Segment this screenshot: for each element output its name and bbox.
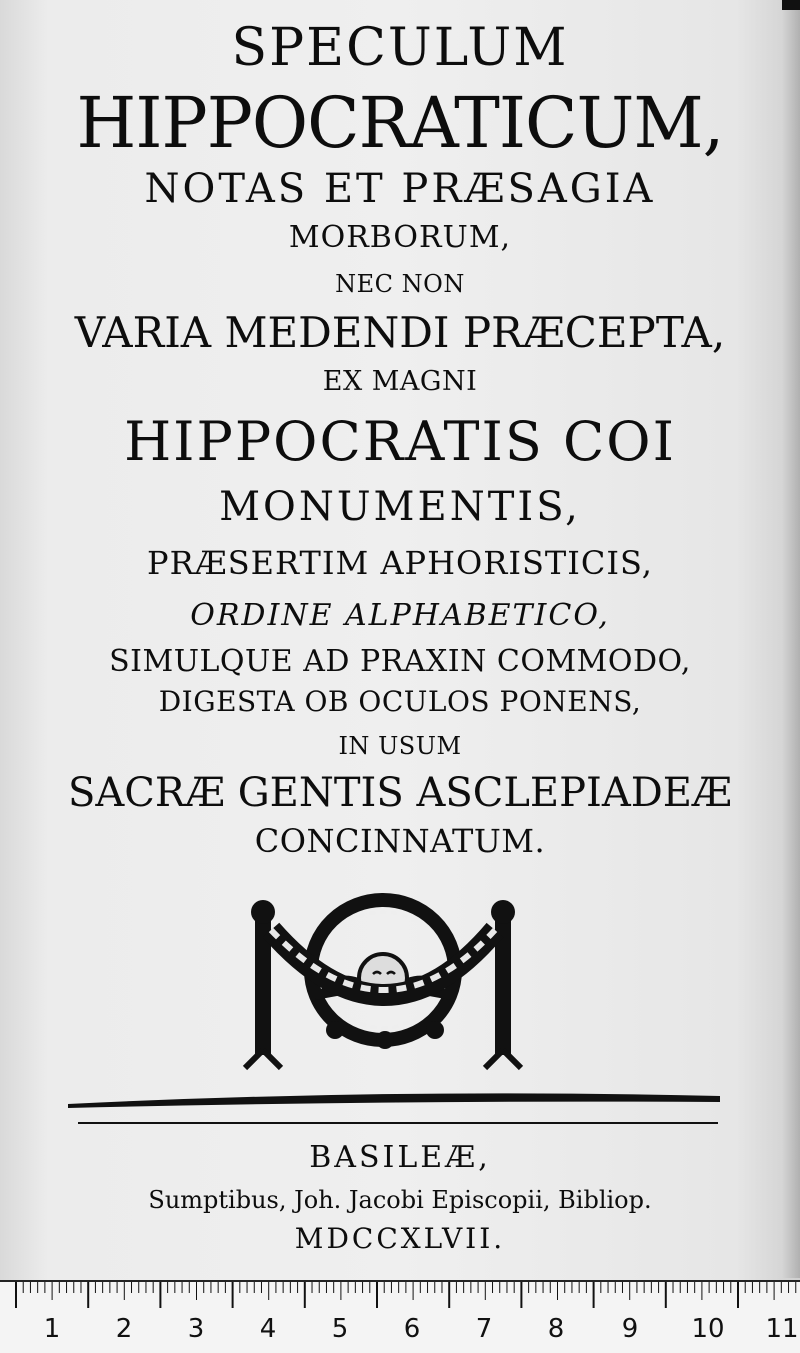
title-line-simulque: SIMULQUE AD PRAXIN COMMODO, xyxy=(109,644,691,679)
ruler-number-7: 7 xyxy=(475,1314,493,1344)
imprint-publisher: Sumptibus, Joh. Jacobi Episcopii, Bibliop. xyxy=(148,1186,652,1214)
title-line-sacrae: SACRÆ GENTIS ASCLEPIADEÆ xyxy=(67,770,733,816)
ruler-number-6: 6 xyxy=(403,1314,421,1344)
imprint-place: BASILEÆ, xyxy=(309,1140,491,1175)
title-line-hippocraticum: HIPPOCRATICUM, xyxy=(76,82,724,164)
page-edge-shadow xyxy=(782,0,800,1278)
ruler-number-4: 4 xyxy=(259,1314,277,1344)
ruler-number-11: 11 xyxy=(765,1314,799,1344)
thin-rule xyxy=(78,1122,718,1124)
ruler-number-9: 9 xyxy=(621,1314,639,1344)
title-line-concinnatum: CONCINNATUM. xyxy=(254,822,546,860)
title-line-ordine: ORDINE ALPHABETICO, xyxy=(190,598,610,633)
measuring-ruler xyxy=(0,1280,800,1353)
title-line-varia: VARIA MEDENDI PRÆCEPTA, xyxy=(74,308,726,357)
thick-rule xyxy=(68,1092,720,1108)
title-line-speculum: SPECULUM xyxy=(231,18,569,78)
ruler-number-2: 2 xyxy=(115,1314,133,1344)
imprint-year: MDCCXLVII. xyxy=(294,1222,506,1255)
title-line-praesertim: PRÆSERTIM APHORISTICIS, xyxy=(147,544,653,582)
title-line-ex-magni: EX MAGNI xyxy=(322,366,478,397)
ruler-number-8: 8 xyxy=(547,1314,565,1344)
title-line-digesta: DIGESTA OB OCULOS PONENS, xyxy=(158,685,642,718)
cherub-garland-icon xyxy=(225,890,545,1080)
ruler-ticks xyxy=(0,1282,800,1314)
title-line-nec-non: NEC NON xyxy=(335,270,465,298)
ruler-number-5: 5 xyxy=(331,1314,349,1344)
title-line-notas: NOTAS ET PRÆSAGIA xyxy=(144,166,656,212)
title-line-monumentis: MONUMENTIS, xyxy=(219,484,581,530)
ruler-number-10: 10 xyxy=(691,1314,725,1344)
title-line-morborum: MORBORUM, xyxy=(288,220,512,255)
title-line-hippocratis: HIPPOCRATIS COI xyxy=(124,410,676,473)
ruler-number-3: 3 xyxy=(187,1314,205,1344)
ruler-number-1: 1 xyxy=(43,1314,61,1344)
page-corner-mark xyxy=(782,0,800,10)
title-line-in-usum: IN USUM xyxy=(338,732,462,760)
